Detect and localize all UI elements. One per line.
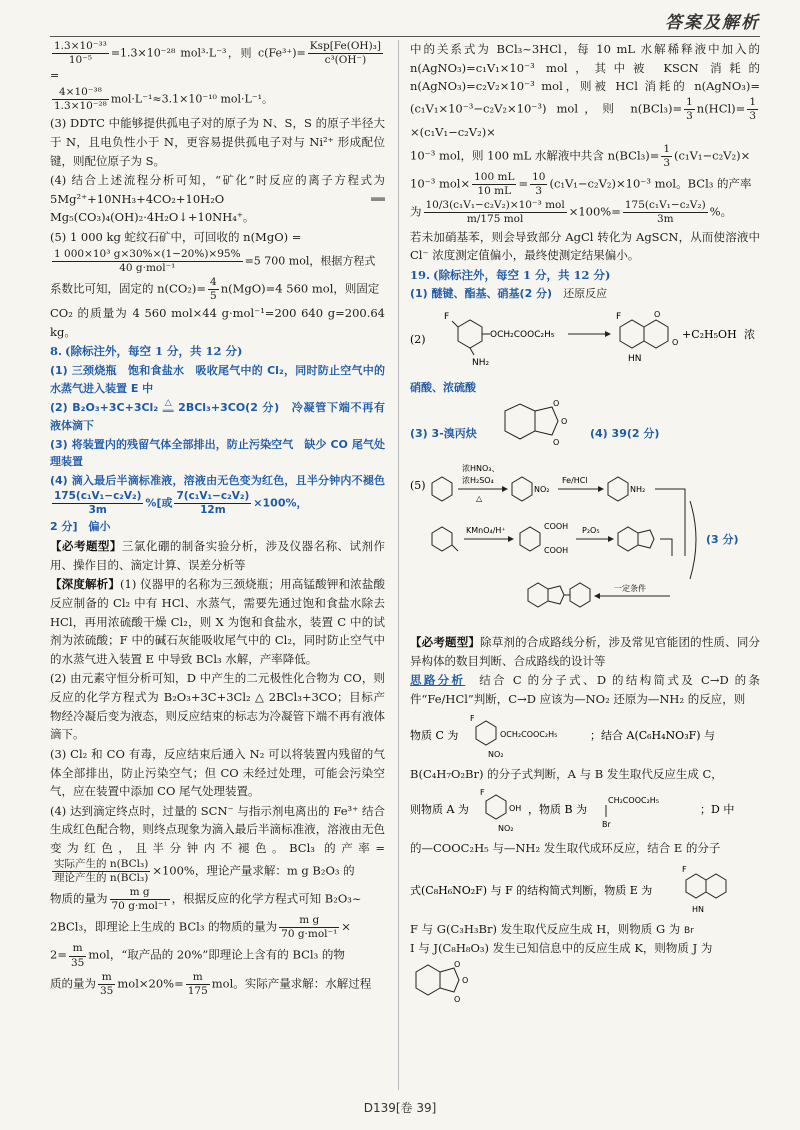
- answer-2-cond: △: [164, 397, 172, 408]
- sd4-den: 理论产生的 n(BCl₃): [54, 871, 149, 884]
- r3-f1-num: 100 mL: [472, 171, 516, 185]
- b5-p2o5: P₂O₅: [582, 526, 600, 535]
- b2-prod: +C₂H₅OH: [682, 328, 737, 342]
- connector-anhydride: [660, 539, 672, 556]
- c7-br: Br: [683, 925, 694, 936]
- a4-f1-den: 3m: [88, 504, 107, 517]
- fe-tail: mol·L⁻¹≈3.1×10⁻¹⁰ mol·L⁻¹。: [110, 92, 274, 106]
- b2-sub: OCH₂COOC₂H₅: [490, 330, 555, 341]
- c6-hn: HN: [692, 904, 704, 914]
- toluene-ring: [432, 527, 452, 551]
- b5-nh2: NH₂: [630, 485, 646, 494]
- ksp-frac-den: c³(OH⁻): [324, 54, 367, 67]
- b2-cond1: 浓: [744, 328, 755, 342]
- oxazine-ring: [644, 320, 668, 348]
- sd7-num: m: [69, 942, 86, 956]
- answer-3: (3) 将装置内的残留气体全部排出，防止污染空气 缺少 CO 尾气处理装置: [50, 437, 385, 469]
- b5-cooh1: COOH: [544, 522, 569, 531]
- para-5-frac: [50, 248, 385, 275]
- b5-cooh2: COOH: [544, 546, 569, 555]
- right-column: [410, 40, 760, 1090]
- c4c: ；D 中: [700, 803, 735, 817]
- para-5c: [50, 276, 385, 303]
- para-5a: [50, 228, 385, 247]
- sd-8b: mol×20%=: [117, 976, 184, 991]
- sd-2: (2) 由元素守恒分析可知，D 中产生的二元极性化合物为 CO，则反应的化学方程式为 B₂O₃+3C+3Cl₂ △ 2BCl₃+3CO；目标产物经冷凝后变为液态，则反应结束的标志为冷凝管下端不再有液体滴下。: [50, 671, 385, 742]
- q19-number: 19.: [410, 267, 431, 282]
- sd-4-tail: ×100%，理论产量求解：m g B₂O₃ 的: [152, 863, 355, 878]
- c4-b-bot: Br: [602, 820, 611, 830]
- sd5-num: m g: [110, 886, 170, 900]
- r-4: [410, 199, 760, 226]
- b5-lead: (5): [410, 479, 426, 492]
- bracket: [690, 501, 696, 579]
- r-4b: ×100%=: [568, 204, 621, 219]
- b2-cond2: 硝酸、浓硫酸: [410, 381, 476, 395]
- sd-6a: 2BCl₃，即理论上生成的 BCl₃ 的物质的量为: [50, 919, 278, 934]
- benzene-a: [432, 477, 452, 501]
- bx-section: [50, 537, 385, 574]
- connector-amine: [655, 489, 685, 556]
- anhydride-ring: [535, 407, 558, 435]
- sd-8a: 质的量为: [50, 976, 96, 991]
- structure-ab-svg: [410, 785, 760, 837]
- q19-answer-1: [410, 285, 760, 303]
- anhydride-o2: O: [561, 417, 568, 426]
- c4-oh: OH: [509, 804, 522, 814]
- answer-4-text: (4) 滴入最后半滴标准液，溶液由无色变为红色，且半分钟内不褪色: [50, 474, 385, 488]
- b2-hn: HN: [628, 354, 642, 365]
- cyclohexene-ring: [505, 404, 535, 439]
- phthalic-ring: [520, 527, 540, 551]
- sd-8: [50, 971, 385, 998]
- structure-e: [410, 860, 760, 918]
- q18-head: [50, 342, 385, 361]
- reaction-2-svg: [410, 305, 760, 377]
- structure-e-svg: [410, 860, 760, 918]
- p5b-text: =5 700 mol，根据方程式: [244, 254, 376, 268]
- answer-4: [50, 472, 385, 517]
- benzene-c: [608, 477, 628, 501]
- sd8-f1-den: 35: [100, 984, 114, 997]
- q19-head: [410, 266, 760, 285]
- r1-f1-num: 1: [684, 96, 695, 110]
- sd-7: [50, 942, 385, 969]
- ring-o-label: O: [654, 310, 661, 320]
- bx-text: 三氯化硼的制备实验分析，涉及仪器名称、试剂作用、操作目的、滴定计算、误差分析等: [50, 539, 385, 572]
- ring-carbonyl-o: O: [672, 338, 679, 348]
- r-3b: =: [518, 176, 529, 191]
- methyl-bond: [452, 545, 458, 551]
- anhydride-ring-b: [638, 530, 654, 548]
- r4-num: 175(c₁V₁−c₂V₂): [623, 199, 708, 213]
- f-bond-1: [452, 321, 458, 327]
- ksp-num: 1.3×10⁻³³: [52, 40, 109, 54]
- b5-cond-last: 一定条件: [614, 584, 646, 593]
- a4-f2-num: 7(c₁V₁−c₂V₂): [174, 490, 251, 504]
- p5a-text: (5) 1 000 kg 蛇纹石矿中，可回收的 n(MgO) =: [50, 230, 302, 245]
- r4-bot: m/175 mol: [466, 213, 524, 226]
- ring-j-o3: O: [454, 995, 461, 1004]
- r-1: [410, 40, 760, 142]
- r2-num: 1: [661, 143, 672, 157]
- c-text: 除草剂的合成路线分析，涉及常见官能团的性质、同分异构体的数目判断、合成路线的设计等: [410, 635, 760, 668]
- anhydride-svg: [410, 399, 760, 459]
- b5-cond-top1: 浓HNO₃、: [462, 464, 500, 473]
- c-1: [410, 671, 760, 708]
- c2a: 物质 C 为: [410, 728, 459, 742]
- fe-den: 1.3×10⁻²⁸: [54, 100, 107, 113]
- q18-head-text: (除标注外，每空 1 分，共 12 分): [65, 344, 243, 359]
- arrowhead-2: [605, 331, 611, 337]
- b1-answer: 醚键、酯基、硝基(2 分): [431, 287, 553, 301]
- arrowhead-final: [594, 593, 600, 599]
- r-1-text: 中的关系式为 BCl₃~3HCl，每 10 mL 水解稀释液中加入的 n(AgNO₃)=c₁V₁×10⁻³ mol，其中被 KSCN 消耗的 n(AgNO₃)=c₂V₂×10⁻³ mol，则被 HCl 消耗的 n(AgNO₃)=(c₁V₁×10⁻³−c₂V₂×10⁻³) mol，则 n(BCl₃)=: [410, 42, 760, 116]
- ring-j-anhydride: [440, 968, 459, 992]
- c4-b-top: CH₂COOC₂H₅: [608, 796, 660, 806]
- r1-f2-num: 1: [747, 96, 758, 110]
- c-think: 思路分析: [410, 673, 466, 688]
- page-footer: D139[卷 39]: [363, 1100, 437, 1115]
- para-3: (3) DDTC 中能够提供孤电子对的原子为 N、S，S 的原子半径大于 N，且电负性小于 N，更容易提供孤电子对与 Ni²⁺ 形成配位键，则配位原子为 S。: [50, 116, 385, 168]
- sd6-den: 70 g·mol⁻¹: [281, 928, 338, 941]
- b5-score: (3 分): [706, 533, 739, 546]
- c6a: 式(C₈H₆NO₂F) 与 F 的结构简式判断，物质 E 为: [410, 883, 653, 897]
- anhydride-o3: O: [553, 438, 560, 447]
- synthesis-svg: [410, 461, 760, 631]
- left-column: [50, 40, 385, 1090]
- r1-f2-den: 3: [749, 110, 756, 122]
- a4-f2-den: 12m: [200, 504, 226, 517]
- r3-f1-den: 10 mL: [477, 185, 512, 198]
- b5-fehcl: Fe/HCl: [562, 476, 588, 485]
- ring-e: [686, 874, 706, 898]
- ring-c-f: F: [470, 713, 475, 723]
- para-4: (4) 结合上述流程分析可知，“矿化”时反应的离子方程式为 5Mg²⁺+10NH₃+4CO₂+10H₂O ══ Mg₅(CO₃)₄(OH)₂·4H₂O↓+10NH₄⁺。: [50, 173, 385, 225]
- phthalimide-ring: [528, 583, 548, 607]
- c2-sub: OCH₂COOC₂H₅: [500, 729, 558, 739]
- structure-c-svg: [410, 711, 760, 763]
- sd-4: [50, 802, 385, 885]
- sd5-den: 70 g·mol⁻¹: [111, 900, 168, 912]
- c-3: B(C₄H₇O₂Br) 的分子式判断，A 与 B 发生取代反应生成 C，: [410, 766, 723, 781]
- b1b: 还原反应: [563, 287, 608, 301]
- ring-j-o1: O: [454, 960, 461, 969]
- p5d-text: n(MgO)=4 560 mol，则固定: [220, 281, 380, 296]
- ksp-line-2: [50, 86, 385, 113]
- b1a: (1): [410, 287, 432, 301]
- answer-1: (1) 三颈烧瓶 饱和食盐水 吸收尾气中的 Cl₂，同时防止空气中的水蒸气进入装置 E 中: [50, 364, 385, 395]
- c4-no2: NO₂: [498, 824, 514, 834]
- structure-j-svg: [410, 960, 530, 1004]
- sd-5: [50, 886, 385, 913]
- c-1-text: 结合 C 的分子式、D 的结构简式及 C→D 的条件“Fe/HCl”判断，C→D 应该为—NO₂ 还原为—NH₂ 的反应，则: [410, 673, 760, 706]
- b5-cond-bot: △: [476, 494, 483, 503]
- b3a: (3) 3-溴丙炔: [410, 427, 477, 440]
- sd4-num: 实际产生的 n(BCl₃): [52, 858, 150, 872]
- ring-j: [416, 965, 440, 995]
- arrowhead-dehydration: [608, 536, 614, 542]
- c-section: [410, 633, 760, 670]
- c-5: 的—COOC₂H₅ 与—NH₂ 发生取代成环反应，结合 E 的分子: [410, 841, 721, 856]
- answer-2-tail: 2BCl₃+3CO(2 分) 冷凝管下端不再有液体滴下: [50, 400, 385, 432]
- fe-num: 4×10⁻³⁸: [52, 86, 109, 100]
- phthalic-anhydride-ring: [618, 527, 638, 551]
- ring-e-f: F: [682, 864, 687, 874]
- sd6-num: m g: [279, 914, 339, 928]
- benzene-ring-1: [458, 320, 482, 348]
- r-2b: (c₁V₁−c₂V₂)×: [674, 148, 751, 163]
- ksp-eq: =: [50, 69, 60, 83]
- sd-3: (3) Cl₂ 和 CO 有毒，反应结束后通入 N₂ 可以将装置内残留的气体全部排出，防止污染空气；但 CO 未经过处理，可能会污染空气，应在装置中添加 CO 尾气处理装置。: [50, 746, 385, 799]
- c4a: 则物质 A 为: [410, 803, 469, 817]
- r-5: 若未加硝基苯，则会导致部分 AgCl 转化为 AgSCN，从而使溶液中 Cl⁻ 浓度测定值偏小，最终使测定结果偏小。: [410, 229, 760, 263]
- ksp-frac-num: Ksp[Fe(OH)₃]: [308, 40, 383, 54]
- r-4a: 为: [410, 204, 422, 219]
- structure-j: [410, 960, 760, 1004]
- b2-nh2: NH₂: [472, 358, 490, 369]
- c2b: ；结合 A(C₆H₄NO₃F) 与: [590, 728, 716, 742]
- a4-tail: ×100%，: [253, 496, 308, 510]
- sd8-f1-num: m: [98, 971, 115, 985]
- mgo-den: 40 g·mol⁻¹: [119, 261, 176, 274]
- c4b: ，物质 B 为: [528, 803, 588, 817]
- arrowhead-reduction: [598, 486, 604, 492]
- sd-6: [50, 914, 385, 941]
- header-title: 答案及解析: [665, 13, 760, 33]
- ksp-tail: =1.3×10⁻²⁸ mol³·L⁻³，则 c(Fe³⁺)=: [110, 46, 306, 60]
- r4-top: 10/3(c₁V₁−c₂V₂)×10⁻³ mol: [424, 199, 567, 213]
- ring-j-o2: O: [462, 976, 469, 985]
- c2-no2: NO₂: [488, 749, 504, 759]
- arrowhead-nitration: [502, 486, 508, 492]
- c-8: I 与 J(C₈H₈O₃) 发生已知信息中的反应生成 K，则物质 J 为: [410, 941, 713, 956]
- r3-f2-num: 10: [530, 171, 547, 185]
- header-rule: [50, 36, 760, 37]
- r-3c: (c₁V₁−c₂V₂)×10⁻³ mol。BCl₃ 的产率: [549, 176, 752, 191]
- q19-head-text: (除标注外，每空 1 分，共 12 分): [433, 267, 611, 282]
- sd-1-text: (1) 仪器甲的名称为三颈烧瓶；用高锰酸钾和浓盐酸反应制备的 Cl₂ 中有 HCl、水蒸气，需要先通过饱和食盐水除去 HCl，再用浓硫酸干燥 Cl₂，则 X 为饱和食盐水，装置 C 中的试剂为浓硫酸；F 中的碱石灰能吸收尾气中的 Cl₂，同时防止空气中的水蒸气进入装置 E 中导致 BCl₃ 水解，产率降低。: [50, 577, 385, 666]
- structure-ab: [410, 785, 760, 837]
- r2-den: 3: [663, 156, 671, 169]
- mgo-num: 1 000×10³ g×30%×(1−20%)×95%: [52, 248, 243, 262]
- imide-ring: [548, 586, 564, 604]
- ring-e-2: [706, 874, 726, 898]
- sd-tag: 【深度解析】: [50, 577, 121, 592]
- r1-f1-den: 3: [686, 110, 693, 122]
- r-3a: 10⁻³ mol×: [410, 176, 471, 191]
- sd-5a: 物质的量为: [50, 891, 108, 906]
- answer-4b: 2 分] 偏小: [50, 520, 111, 534]
- sd7-den: 35: [70, 956, 85, 969]
- c-tag: 【必考题型】: [410, 635, 481, 649]
- sd-4-text: (4) 达到滴定终点时，过量的 SCN⁻ 与指示剂电离出的 Fe³⁺ 结合生成红色配合物，则终点现象为滴入最后半滴标准液，溶液由无色变为红色，且半分钟内不褪色。BCl₃ 的产率=: [50, 803, 385, 855]
- para-5e: CO₂ 的质量为 4 560 mol×44 g·mol⁻¹=200 640 g=200.64 kg。: [50, 306, 385, 339]
- r-4c: %。: [709, 204, 733, 219]
- p5c-num: 4: [208, 276, 219, 290]
- sd-5b: ，根据反应的化学方程式可知 B₂O₃~: [171, 891, 362, 906]
- nh2-bond: [470, 348, 474, 355]
- r-3: [410, 171, 760, 198]
- ring-f-label: F: [616, 312, 622, 323]
- sd8-f2-den: 175: [187, 984, 208, 997]
- ksp-line-1: [50, 40, 385, 85]
- answer-2: (2) B₂O₃+3C+3Cl₂ △ ══ 2BCl₃+3CO(2 分) 冷凝管下端不再有液体滴下: [50, 397, 385, 432]
- a4-mid: %[或: [145, 496, 173, 510]
- r-1-mid: n(HCl)=: [696, 101, 746, 116]
- b2-f: F: [444, 312, 450, 323]
- column-divider: [398, 40, 399, 1090]
- p5c-den: 5: [210, 290, 217, 303]
- p5c-text: 系数比可知，固定的 n(CO₂)=: [50, 281, 207, 296]
- c-7: [410, 920, 760, 939]
- sd-7a: 2=: [50, 948, 67, 962]
- q18-number: 8.: [50, 344, 63, 359]
- bx-tag: 【必考题型】: [50, 539, 122, 553]
- anhydride-o1: O: [553, 399, 560, 408]
- r4-den: 3m: [656, 213, 674, 226]
- ksp-den: 10⁻⁵: [68, 54, 92, 67]
- sd8-f2-num: m: [186, 971, 210, 985]
- r-2a: 10⁻³ mol，则 100 mL 水解液中共含 n(BCl₃)=: [410, 148, 660, 163]
- ring-c: [476, 721, 496, 745]
- r3-f2-den: 3: [535, 185, 543, 198]
- anhydride-row: [410, 399, 760, 459]
- benzene-b: [512, 477, 532, 501]
- synthesis-route: [410, 461, 760, 631]
- b5-cond-top2: 浓H₂SO₄: [462, 476, 494, 485]
- ring-a: [486, 795, 506, 819]
- ring-a-f: F: [480, 788, 485, 798]
- b5-no2: NO₂: [534, 485, 550, 494]
- sd-1: [50, 575, 385, 668]
- arrowhead-oxidation: [508, 536, 514, 542]
- sd-6b: ×: [341, 919, 351, 934]
- reaction-2: [410, 305, 760, 377]
- phenyl-ring: [570, 583, 590, 607]
- a4-f1-num: 175(c₁V₁−c₂V₂): [52, 490, 143, 504]
- b5-kmno4: KMnO₄/H⁺: [466, 526, 506, 535]
- r-1-tail: ×(c₁V₁−c₂V₂)×: [410, 125, 496, 140]
- sd-8c: mol。实际产量求解：水解过程: [211, 976, 372, 991]
- b3b: (4) 39(2 分): [590, 427, 660, 440]
- b2-lead: (2): [410, 333, 426, 347]
- sd-7b: mol，“取产品的 20%”即理论上含有的 BCl₃ 的物: [88, 948, 345, 962]
- structure-c: [410, 711, 760, 763]
- answer-2-eq: (2) B₂O₃+3C+3Cl₂: [50, 400, 159, 414]
- benzene-ring-2: [620, 320, 644, 348]
- c7a: F 与 G(C₃H₃Br) 发生取代反应生成 H，则物质 G 为: [410, 921, 681, 936]
- r-2: [410, 143, 760, 170]
